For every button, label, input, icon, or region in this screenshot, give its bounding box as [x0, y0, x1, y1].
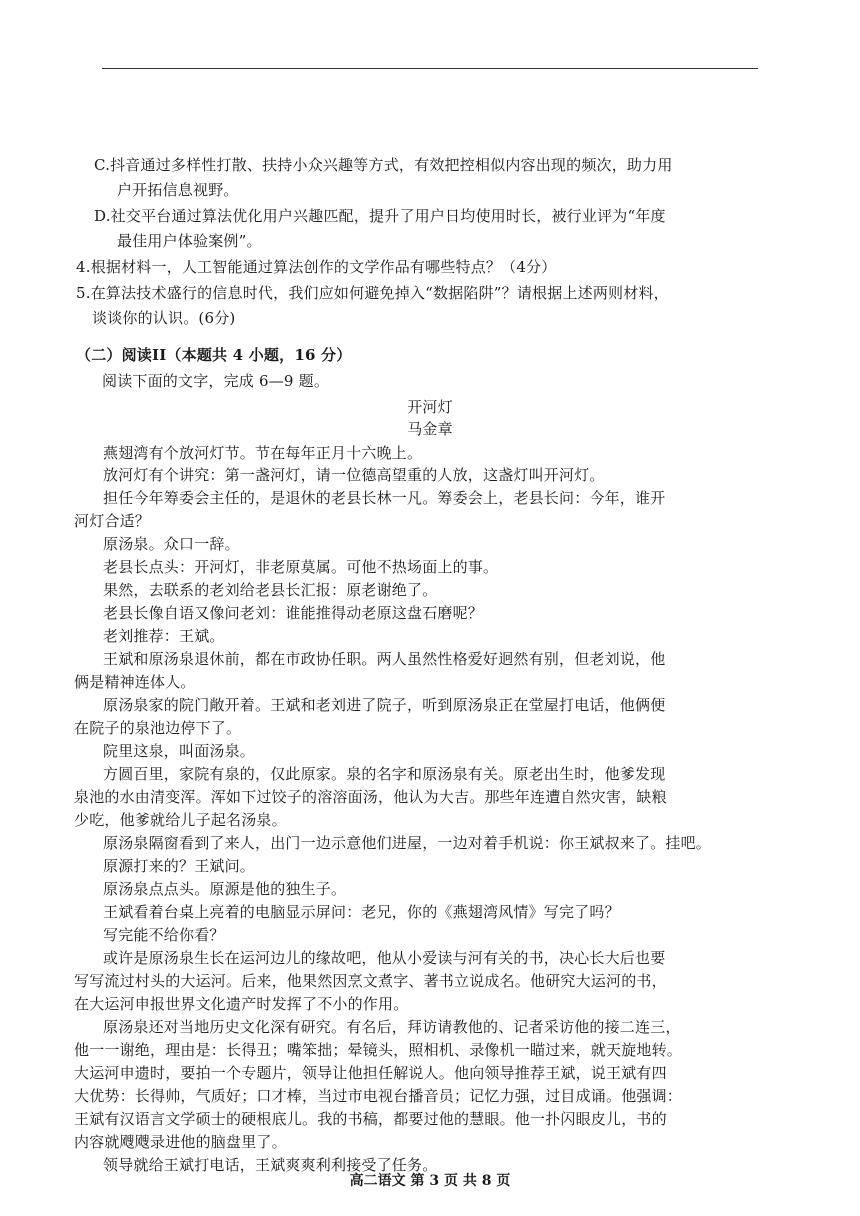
- page-footer: 高二语文 第 3 页 共 8 页: [349, 1173, 511, 1189]
- story-line: 少吃，他爹就给儿子起名汤泉。: [74, 811, 287, 829]
- question-4: 4.根据材料一，人工智能通过算法创作的文学作品有哪些特点？（4分）: [76, 258, 557, 276]
- story-line: 院里这泉，叫面汤泉。: [103, 742, 256, 760]
- story-line: 在大运河申报世界文化遗产时发挥了不小的作用。: [74, 995, 409, 1013]
- story-line: 写完能不给你看？: [103, 926, 225, 944]
- story-line: 或许是原汤泉生长在运河边儿的缘故吧，他从小爱读与河有关的书，决心长大后也要: [103, 949, 666, 967]
- story-line: 原汤泉还对当地历史文化深有研究。有名后，拜访请教他的、记者采访他的接二连三，: [103, 1018, 681, 1036]
- story-line: 原汤泉点点头。原源是他的独生子。: [103, 880, 347, 898]
- story-title: 开河灯: [407, 398, 453, 416]
- option-c-line2: 户开拓信息视野。: [117, 181, 239, 199]
- option-d-line2: 最佳用户体验案例”。: [117, 232, 262, 250]
- top-rule: [102, 68, 758, 69]
- story-line: 王斌有汉语言文学硕士的硬根底儿。我的书稿，都要过他的慧眼。他一扑闪眼皮儿，书的: [74, 1110, 667, 1128]
- story-line: 泉池的水由清变浑。浑如下过饺子的溶溶面汤，他认为大吉。那些年连遭自然灾害，缺粮: [74, 788, 667, 806]
- story-line: 原源打来的？王斌问。: [103, 857, 256, 875]
- story-line: 写写流过村头的大运河。后来，他果然因烹文煮字、著书立说成名。他研究大运河的书，: [74, 972, 667, 990]
- story-line: 燕翅湾有个放河灯节。节在每年正月十六晚上。: [103, 444, 423, 462]
- story-line: 领导就给王斌打电话，王斌爽爽利利接受了任务。: [103, 1156, 438, 1174]
- question-5-line2: 谈谈你的认识。(6分): [92, 309, 236, 327]
- story-line: 老县长点头：开河灯，非老原莫属。可他不热场面上的事。: [103, 558, 499, 576]
- story-line: 老刘推荐：王斌。: [103, 627, 225, 645]
- option-c-line1: C.抖音通过多样性打散、扶持小众兴趣等方式，有效把控相似内容出现的频次，助力用: [94, 156, 673, 174]
- story-line: 王斌看着台桌上亮着的电脑显示屏问：老兄，你的《燕翅湾风情》写完了吗？: [103, 903, 620, 921]
- story-line: 大优势：长得帅，气质好；口才棒，当过市电视台播音员；记忆力强，过目成诵。他强调：: [74, 1087, 683, 1105]
- story-line: 内容就飕飕录进他的脑盘里了。: [74, 1133, 287, 1151]
- story-line: 方圆百里，家院有泉的，仅此原家。泉的名字和原汤泉有关。原老出生时，他爹发现: [103, 765, 666, 783]
- story-line: 果然，去联系的老刘给老县长汇报：原老谢绝了。: [103, 581, 438, 599]
- story-line: 在院子的泉池边停下了。: [74, 719, 242, 737]
- story-line: 河灯合适？: [74, 512, 151, 530]
- story-line: 原汤泉家的院门敞开着。王斌和老刘进了院子，听到原汤泉正在堂屋打电话，他俩便: [103, 696, 666, 714]
- question-5-line1: 5.在算法技术盛行的信息时代，我们应如何避免掉入“数据陷阱”？请根据上述两则材料，: [76, 284, 669, 302]
- story-line: 担任今年筹委会主任的，是退休的老县长林一凡。筹委会上，老县长问：今年，谁开: [103, 489, 666, 507]
- story-line: 老县长像自语又像问老刘：谁能推得动老原这盘石磨呢？: [103, 604, 484, 622]
- story-line: 原汤泉隔窗看到了来人，出门一边示意他们进屋，一边对着手机说：你王斌叔来了。挂吧。: [103, 834, 712, 852]
- section-heading: （二）阅读II（本题共 4 小题，16 分）: [76, 346, 352, 364]
- story-line: 他一一谢绝，理由是：长得丑；嘴笨拙；晕镜头，照相机、录像机一瞄过来，就天旋地转。: [74, 1041, 683, 1059]
- story-line: 王斌和原汤泉退休前，都在市政协任职。两人虽然性格爱好迥然有别，但老刘说，他: [103, 650, 666, 668]
- story-author: 马金章: [407, 420, 453, 438]
- story-line: 俩是精神连体人。: [74, 673, 196, 691]
- section-instruction: 阅读下面的文字，完成 6—9 题。: [102, 372, 330, 390]
- story-line: 放河灯有个讲究：第一盏河灯，请一位德高望重的人放，这盏灯叫开河灯。: [103, 466, 605, 484]
- story-line: 大运河申遗时，要拍一个专题片，领导让他担任解说人。他向领导推荐王斌，说王斌有四: [74, 1064, 667, 1082]
- option-d-line1: D.社交平台通过算法优化用户兴趣匹配，提升了用户日均使用时长，被行业评为“年度: [94, 207, 666, 225]
- story-line: 原汤泉。众口一辞。: [103, 535, 240, 553]
